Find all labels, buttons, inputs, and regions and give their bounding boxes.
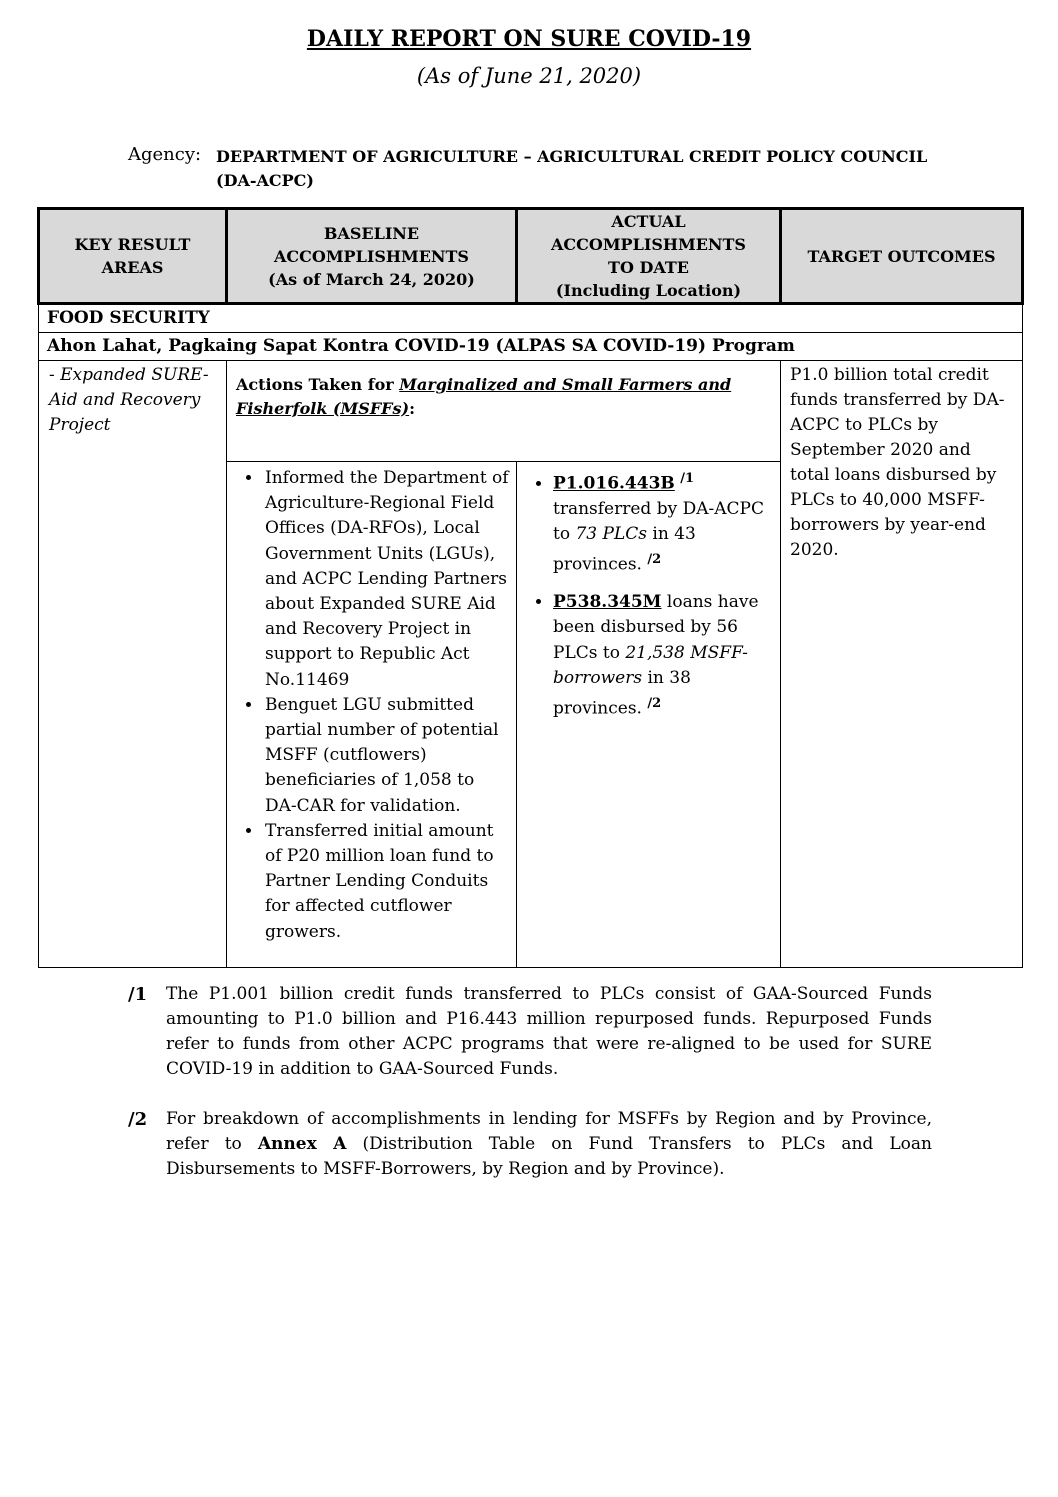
header-target-outcomes: TARGET OUTCOMES xyxy=(781,209,1023,304)
footnote-ref: /2 xyxy=(647,552,662,568)
footnote-2 xyxy=(128,1107,932,1182)
baseline-list xyxy=(227,462,516,945)
msff-target-group: Marginalized and Small Farmers and Fisherfolk (MSFFs) xyxy=(236,375,732,418)
section-food-security: FOOD SECURITY xyxy=(39,304,1023,333)
baseline-cell xyxy=(227,462,517,968)
agency-name-line2: (DA-ACPC) xyxy=(216,171,314,190)
header-row xyxy=(39,209,1023,304)
report-table xyxy=(37,207,1024,968)
footnote-text: For breakdown of accomplishments in lending for MSFFs by Region and by Province, refer to Annex A (Distribution Table on Fund Transfers to PLCs and Loan Disbursements to MSFF-Borrowers, by Region and by Province). xyxy=(166,1109,932,1179)
report-date: (As of June 21, 2020) xyxy=(416,64,642,88)
list-item: • Informed the Department of Agriculture-Regional Field Offices (DA-RFOs), Local Government Units (LGUs), and ACPC Lending Partners about Expanded SURE Aid and Recovery Project in support to Republic Act No.11469 xyxy=(263,466,510,693)
header-actual: ACTUAL ACCOMPLISHMENTS TO DATE (Including Location) xyxy=(517,209,781,304)
footnote-text: The P1.001 billion credit funds transferred to PLCs consist of GAA-Sourced Funds amounting to P1.0 billion and P16.443 million repurposed funds. Repurposed Funds refer to funds from other ACPC programs that were re-aligned to be used for SURE COVID-19 in addition to GAA-Sourced Funds. xyxy=(166,984,932,1079)
agency-name-line1: DEPARTMENT OF AGRICULTURE – AGRICULTURAL CREDIT POLICY COUNCIL xyxy=(216,147,928,166)
report-title: DAILY REPORT ON SURE COVID-19 xyxy=(306,26,752,52)
actions-taken-cell: Actions Taken for Marginalized and Small Farmers and Fisherfolk (MSFFs): xyxy=(227,361,781,462)
actions-row xyxy=(39,361,1023,462)
loans-disbursed-amount: P538.345M xyxy=(553,592,662,613)
section-row xyxy=(39,304,1023,333)
funds-transferred-amount: P1.016.443B xyxy=(553,473,675,494)
agency-label: Agency: xyxy=(128,144,202,165)
footnote-ref: /2 xyxy=(647,695,662,711)
list-item: • P538.345M loans have been disbursed by 56 PLCs to 21,538 MSFF-borrowers in 38 provinces. $^{/2}$ xyxy=(553,590,774,722)
footnote-mark: /1 xyxy=(128,984,148,1005)
agency-name xyxy=(216,145,936,193)
list-item: • P1.016.443B $^{/1}$ transferred by DA-ACPC to 73 PLCs in 43 provinces. $^{/2}$ xyxy=(553,466,774,578)
program-title: Ahon Lahat, Pagkaing Sapat Kontra COVID-19 (ALPAS SA COVID-19) Program xyxy=(39,333,1023,361)
header-key-result-areas: KEY RESULT AREAS xyxy=(39,209,227,304)
list-item: • Transferred initial amount of P20 million loan fund to Partner Lending Conduits for affected cutflower growers. xyxy=(263,819,510,945)
target-outcomes-cell: P1.0 billion total credit funds transferred by DA-ACPC to PLCs by September 2020 and total loans disbursed by PLCs to 40,000 MSFF-borrowers by year-end 2020. xyxy=(781,361,1023,968)
footnote-ref: /1 xyxy=(680,471,694,486)
header-baseline: BASELINE ACCOMPLISHMENTS (As of March 24, 2020) xyxy=(227,209,517,304)
key-result-area-cell: - Expanded SURE-Aid and Recovery Project xyxy=(39,361,227,968)
actual-list xyxy=(517,462,780,722)
actual-cell xyxy=(517,462,781,968)
footnote-1 xyxy=(128,982,932,1082)
list-item: • Benguet LGU submitted partial number of potential MSFF (cutflowers) beneficiaries of 1,058 to DA-CAR for validation. xyxy=(263,693,510,819)
program-row xyxy=(39,333,1023,361)
annex-reference: Annex A xyxy=(257,1134,347,1154)
footnote-mark: /2 xyxy=(128,1109,148,1130)
